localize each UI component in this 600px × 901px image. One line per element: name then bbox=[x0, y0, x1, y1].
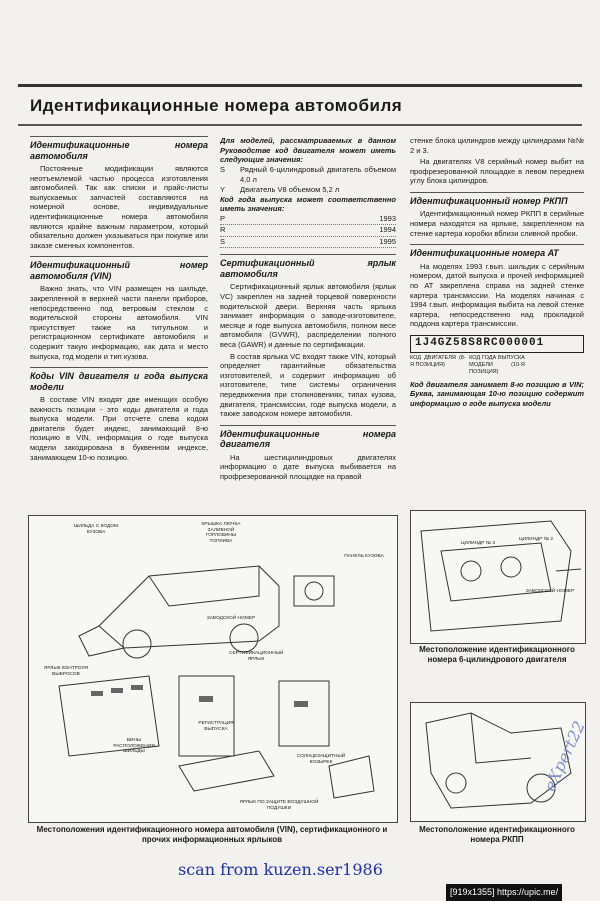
list-item: S Рядный 6-цилиндровый двигатель объемом 4,0 л bbox=[220, 164, 396, 184]
vin-caption: Код двигателя занимает 8-ю позицию в VIN; Буква, занимающая 10-ю позицию содержит информацию о годе выпуска модели bbox=[410, 379, 584, 408]
list-item: P 1993 bbox=[220, 214, 396, 226]
paragraph: стенке блока цилиндров между цилиндрами №№ 2 и 3. bbox=[410, 136, 584, 155]
figure-caption: Местоположения идентификационного номера автомобиля (VIN), сертификационного и прочих информационных ярлыков bbox=[36, 825, 388, 844]
engine-number-figure bbox=[410, 510, 586, 644]
vin-labels bbox=[410, 355, 584, 376]
figure-label: ЗАВОДСКОЙ НОМЕР bbox=[525, 589, 575, 594]
paragraph: Важно знать, что VIN размещен на шильде, закрепленной в верхней части панели приборов, непосредственно под ветровым стеклом с водительской стороны автомобиля. VIN присутствует также на титульном и регистрационном сертификате автомобиля и содержит такую информацию, как дата и место выпуска, год модели и тип кузова. bbox=[30, 284, 208, 361]
figure-caption: Местоположение идентификационного номера РКПП bbox=[419, 825, 575, 844]
figure-label: ЗАВОДСКОЙ НОМЕР bbox=[206, 616, 256, 621]
section-heading: Идентификационные номера двигателя bbox=[220, 425, 396, 450]
year-code-intro: Код года выпуска может соответственно иметь значения: bbox=[220, 194, 396, 214]
engine-illustration bbox=[411, 511, 585, 643]
text-column-1 bbox=[30, 136, 208, 506]
figure-label: СОЛНЦЕЗАЩИТНЫЙ КОЗЫРЕК bbox=[296, 754, 346, 765]
engine-code-intro: Для моделей, рассматриваемых в данном Руководстве код двигателя может иметь следующие значения: bbox=[220, 136, 396, 165]
figure-caption: Местоположение идентификационного номера 6-цилиндрового двигателя bbox=[419, 645, 575, 664]
vin-label: КОД ГОДА ВЫПУСКА МОДЕЛИ (10-Я ПОЗИЦИЯ) bbox=[469, 354, 525, 375]
paragraph: В составе VIN входят две имеющих особую важность позиции - это коды двигателя и года выпуска модели. При отсчете слева кодом двигателя будет индекс, занимающий 8-ю позицию в VIN, информация о годе выпуска модели закодирована в буквенном индексе, занимающем 10-ю позицию. bbox=[30, 395, 208, 462]
top-rule bbox=[18, 84, 582, 87]
vin-label: КОД ДВИГАТЕЛЯ (8-Я ПОЗИЦИЯ) bbox=[410, 354, 466, 368]
figure-label: ЦИЛИНДР № 2 bbox=[519, 537, 553, 542]
text-column-2 bbox=[220, 136, 396, 506]
vin-example: 1J4GZ58S8RC000001 bbox=[410, 335, 584, 353]
vin-label bbox=[528, 355, 584, 376]
section-heading: Идентификационные номера АТ bbox=[410, 244, 584, 259]
section-heading: Коды VIN двигателя и года выпуска модели bbox=[30, 367, 208, 392]
paragraph: Сертификационный ярлык автомобиля (ярлык VC) закреплен на задней торцевой поверхности водительской двери. Верхняя часть ярлыка занимает информация о заводе-изготовителе, месяце и годе выпуска автомобиля, полном весе автомобиля (GVWR), распределении полного веса (GAWR) и данные по сертификации. bbox=[220, 282, 396, 350]
text-column-3 bbox=[410, 136, 584, 506]
engine-code-list bbox=[220, 165, 396, 195]
figure-label: СЕРТИФИКАЦИОННЫЙ ЯРЛЫК bbox=[229, 651, 284, 662]
paragraph: Идентификационный номер РКПП в серийные номера находятся на ярлыке, закрепленном на стенке картера коробки вблизи сливной пробки. bbox=[410, 209, 584, 238]
scan-credit: scan from kuzen.ser1986 bbox=[178, 860, 383, 879]
figure-label: РЕГИСТРАЦИЯ ВЫПУСКА bbox=[198, 721, 234, 732]
page-title: Идентификационные номера автомобиля bbox=[30, 96, 403, 115]
figure-label: ПАНЕЛЬ КУЗОВА bbox=[344, 554, 384, 559]
figure-label: ЦИЛИНДР № 3 bbox=[461, 541, 495, 546]
section-heading: Идентификационные номера автомобиля bbox=[30, 136, 208, 161]
paragraph: На моделях 1993 г.вып. шильдик с серийным номером, датой выпуска и прочей информацией по АТ закреплена справа на задней стенке картера трансмиссии. На моделях начиная с 1994 г.вып. информация выбита на левой стенке картера, непосредственно над прокладкой поддона картера трансмиссии. bbox=[410, 261, 584, 329]
figure-label: ШИЛЬДА С КОДОМ КУЗОВА bbox=[74, 524, 118, 535]
corner-watermark: eXpert22 bbox=[540, 718, 589, 795]
title-rule bbox=[18, 124, 582, 126]
paragraph: На шестицилиндровых двигателях информацию о дате выпуска выбивается на профрезерованной площадке на правой bbox=[220, 452, 396, 481]
vin-location-figure bbox=[28, 515, 398, 823]
paragraph: В состав ярлыка VC входят также VIN, который определяет гарантийные обязательства изготовителей, и содержит информацию об изготовителе, типе системы ограничения передвижения при столкновениях, типах кузова, двигателя, трансмиссии, годе выпуска модели, а также заводском номере автомобиля. bbox=[220, 351, 396, 419]
paragraph: Постоянные модификации являются неотъемлемой частью процесса изготовления автомобилей. Так как списки и прайс-листы выпускаемых запчастей составляются на номерной основе, индивидуальные идентификационные номера автомобиля являются крайне важным параметром, который обязательно должен указываться при покупке или заказе сменных компонентов. bbox=[30, 164, 208, 250]
section-heading: Идентификационный номер автомобиля (VIN) bbox=[30, 256, 208, 281]
list-item: Y Двигатель V8 объемом 5,2 л bbox=[220, 184, 340, 194]
section-heading: Сертификационный ярлык автомобиля bbox=[220, 254, 396, 279]
year-code-list bbox=[220, 214, 396, 249]
figure-label: ЯРЛЫК ПО ЗАЩИТЕ ВОЗДУШНОЙ ПОДУШКИ bbox=[239, 800, 319, 811]
list-item: R 1994 bbox=[220, 225, 396, 237]
section-heading: Идентификационный номер РКПП bbox=[410, 192, 584, 207]
list-item: S 1995 bbox=[220, 237, 396, 249]
image-host-stamp: [919x1355] https://upic.me/ bbox=[446, 884, 562, 901]
figure-label: ЯРЛЫК КОНТРОЛЯ ВЫБРОСОВ bbox=[43, 666, 89, 677]
figure-label: ВИНЫ РАСПОЛОЖЕНИЯ ШИЛЬДЫ bbox=[113, 738, 155, 755]
figure-label: КРЫШКА ЛЮЧКА ЗАЛИВНОЙ ГОРЛОВИНЫ ТОПЛИВА bbox=[201, 522, 241, 544]
paragraph: На двигателях V8 серийный номер выбит на профрезерованной площадке в левом переднем углу блока цилиндров. bbox=[410, 157, 584, 186]
